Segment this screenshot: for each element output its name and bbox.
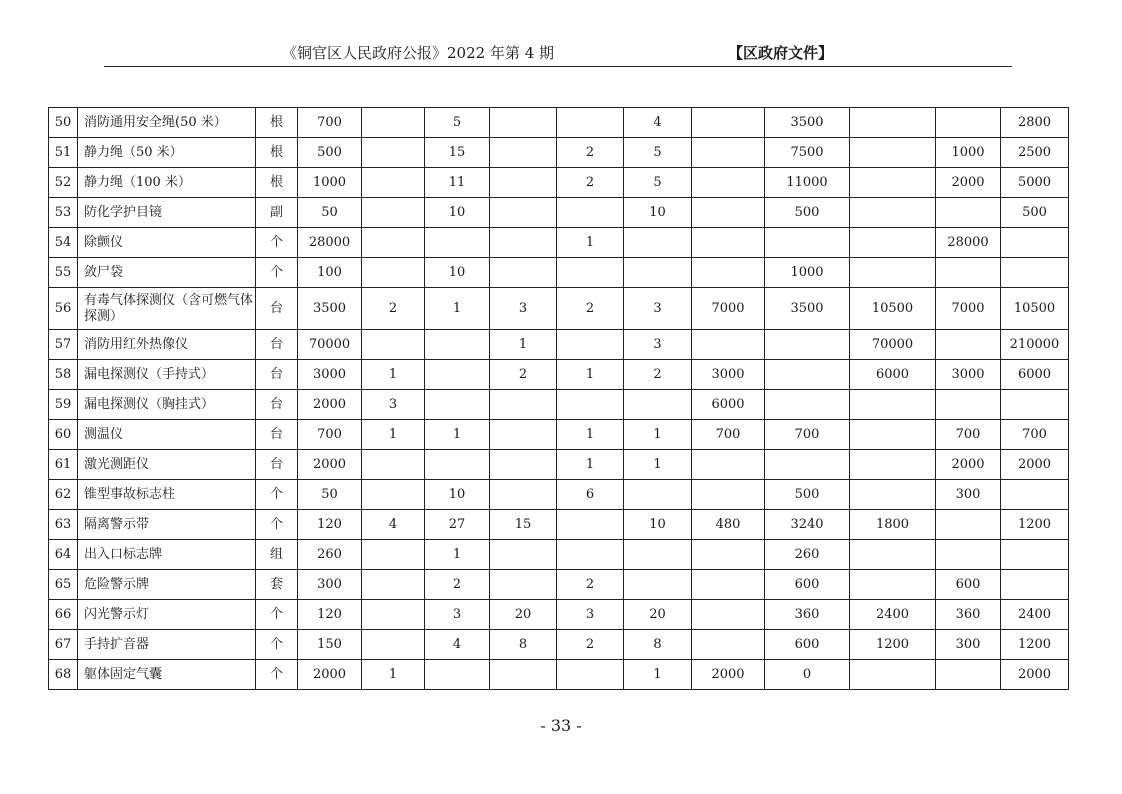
cell-qty-3	[490, 108, 557, 138]
cell-item-name: 敛尸袋	[78, 258, 256, 288]
cell-qty-4	[557, 510, 624, 540]
cell-item-name: 锥型事故标志柱	[78, 480, 256, 510]
cell-amount-1: 3000	[692, 360, 765, 390]
cell-qty-4: 3	[557, 600, 624, 630]
cell-amount-1: 480	[692, 510, 765, 540]
cell-amount-1	[692, 168, 765, 198]
cell-amount-4	[936, 390, 1001, 420]
cell-qty-5: 3	[624, 288, 692, 330]
cell-amount-4	[936, 510, 1001, 540]
cell-number: 58	[49, 360, 78, 390]
cell-amount-2: 3500	[765, 108, 850, 138]
cell-unit: 台	[256, 420, 298, 450]
cell-amount-2: 600	[765, 570, 850, 600]
table-row	[49, 360, 1069, 390]
cell-qty-1	[362, 600, 425, 630]
cell-qty-1	[362, 168, 425, 198]
cell-number: 59	[49, 390, 78, 420]
cell-qty-3	[490, 480, 557, 510]
cell-number: 51	[49, 138, 78, 168]
cell-amount-5: 2500	[1001, 138, 1069, 168]
cell-amount-1: 6000	[692, 390, 765, 420]
header-divider	[104, 66, 1012, 67]
cell-amount-5	[1001, 390, 1069, 420]
cell-amount-5: 210000	[1001, 330, 1069, 360]
table-row	[49, 330, 1069, 360]
cell-qty-1: 1	[362, 420, 425, 450]
cell-unit-price: 2000	[298, 660, 362, 690]
cell-qty-4: 1	[557, 450, 624, 480]
cell-amount-3: 2400	[850, 600, 936, 630]
cell-qty-1: 1	[362, 360, 425, 390]
cell-amount-2	[765, 360, 850, 390]
cell-amount-4: 2000	[936, 168, 1001, 198]
cell-amount-1	[692, 630, 765, 660]
cell-amount-1	[692, 540, 765, 570]
cell-unit-price: 150	[298, 630, 362, 660]
cell-number: 65	[49, 570, 78, 600]
bulletin-title: 《铜官区人民政府公报》2022 年第 4 期	[282, 44, 555, 62]
cell-amount-5: 1200	[1001, 630, 1069, 660]
cell-amount-5	[1001, 258, 1069, 288]
cell-amount-5: 2400	[1001, 600, 1069, 630]
cell-number: 53	[49, 198, 78, 228]
cell-amount-5	[1001, 480, 1069, 510]
cell-amount-1	[692, 600, 765, 630]
cell-qty-5: 1	[624, 660, 692, 690]
cell-qty-4: 1	[557, 228, 624, 258]
cell-unit: 根	[256, 168, 298, 198]
cell-amount-5	[1001, 570, 1069, 600]
cell-qty-2: 27	[425, 510, 490, 540]
cell-amount-3: 1200	[850, 630, 936, 660]
cell-number: 55	[49, 258, 78, 288]
cell-qty-4: 1	[557, 420, 624, 450]
cell-amount-3	[850, 480, 936, 510]
cell-amount-5: 2800	[1001, 108, 1069, 138]
cell-qty-1	[362, 228, 425, 258]
cell-qty-5: 10	[624, 510, 692, 540]
table-row	[49, 420, 1069, 450]
cell-amount-3	[850, 198, 936, 228]
cell-amount-4: 700	[936, 420, 1001, 450]
cell-item-name: 手持扩音器	[78, 630, 256, 660]
table-row	[49, 228, 1069, 258]
cell-qty-3	[490, 228, 557, 258]
cell-qty-5: 20	[624, 600, 692, 630]
cell-amount-3	[850, 570, 936, 600]
cell-unit: 个	[256, 660, 298, 690]
cell-qty-2: 5	[425, 108, 490, 138]
cell-item-name: 漏电探测仪（胸挂式）	[78, 390, 256, 420]
cell-unit: 台	[256, 450, 298, 480]
cell-amount-3: 6000	[850, 360, 936, 390]
cell-unit: 台	[256, 330, 298, 360]
cell-unit: 个	[256, 510, 298, 540]
cell-qty-4: 6	[557, 480, 624, 510]
cell-qty-1	[362, 330, 425, 360]
cell-qty-2	[425, 660, 490, 690]
cell-qty-1	[362, 450, 425, 480]
cell-qty-2: 4	[425, 630, 490, 660]
cell-qty-3: 8	[490, 630, 557, 660]
cell-amount-1: 7000	[692, 288, 765, 330]
table-row	[49, 138, 1069, 168]
cell-amount-5: 10500	[1001, 288, 1069, 330]
cell-amount-2	[765, 390, 850, 420]
cell-amount-2: 700	[765, 420, 850, 450]
cell-amount-1	[692, 108, 765, 138]
cell-amount-3	[850, 228, 936, 258]
cell-qty-2	[425, 330, 490, 360]
cell-qty-5	[624, 258, 692, 288]
cell-amount-5	[1001, 228, 1069, 258]
cell-qty-4	[557, 660, 624, 690]
section-label: 【区政府文件】	[728, 44, 834, 62]
cell-qty-3	[490, 450, 557, 480]
cell-amount-2: 360	[765, 600, 850, 630]
cell-qty-3	[490, 168, 557, 198]
cell-amount-1: 2000	[692, 660, 765, 690]
cell-amount-5: 2000	[1001, 450, 1069, 480]
cell-unit-price: 120	[298, 600, 362, 630]
cell-unit: 个	[256, 258, 298, 288]
cell-amount-2	[765, 450, 850, 480]
cell-amount-5: 500	[1001, 198, 1069, 228]
cell-number: 64	[49, 540, 78, 570]
cell-item-name: 静力绳（50 米）	[78, 138, 256, 168]
cell-unit: 副	[256, 198, 298, 228]
cell-qty-4: 2	[557, 288, 624, 330]
cell-qty-3	[490, 138, 557, 168]
table-row	[49, 108, 1069, 138]
cell-amount-1	[692, 330, 765, 360]
cell-qty-1: 2	[362, 288, 425, 330]
cell-unit-price: 70000	[298, 330, 362, 360]
cell-qty-3: 15	[490, 510, 557, 540]
cell-qty-4: 2	[557, 570, 624, 600]
cell-amount-4: 360	[936, 600, 1001, 630]
cell-item-name: 测温仪	[78, 420, 256, 450]
cell-qty-4	[557, 198, 624, 228]
cell-qty-2: 1	[425, 540, 490, 570]
cell-qty-5: 5	[624, 138, 692, 168]
cell-amount-2	[765, 228, 850, 258]
cell-qty-4: 2	[557, 168, 624, 198]
cell-unit-price: 700	[298, 108, 362, 138]
cell-qty-2: 10	[425, 258, 490, 288]
cell-amount-4	[936, 660, 1001, 690]
cell-amount-4: 2000	[936, 450, 1001, 480]
cell-item-name: 出入口标志牌	[78, 540, 256, 570]
cell-qty-5: 1	[624, 450, 692, 480]
cell-amount-4: 7000	[936, 288, 1001, 330]
cell-number: 56	[49, 288, 78, 330]
cell-unit: 个	[256, 480, 298, 510]
cell-amount-5: 2000	[1001, 660, 1069, 690]
cell-unit: 套	[256, 570, 298, 600]
cell-qty-1	[362, 540, 425, 570]
cell-amount-3	[850, 108, 936, 138]
cell-number: 61	[49, 450, 78, 480]
cell-amount-4: 3000	[936, 360, 1001, 390]
cell-qty-1	[362, 108, 425, 138]
cell-qty-1	[362, 480, 425, 510]
cell-qty-4	[557, 258, 624, 288]
cell-item-name: 有毒气体探测仪（含可燃气体探测）	[78, 288, 256, 330]
cell-amount-1	[692, 138, 765, 168]
cell-amount-3	[850, 660, 936, 690]
cell-qty-2: 2	[425, 570, 490, 600]
cell-amount-3	[850, 390, 936, 420]
cell-unit-price: 3500	[298, 288, 362, 330]
cell-qty-1	[362, 198, 425, 228]
cell-amount-2: 7500	[765, 138, 850, 168]
cell-item-name: 除颤仪	[78, 228, 256, 258]
cell-amount-3	[850, 540, 936, 570]
cell-amount-1	[692, 228, 765, 258]
cell-unit-price: 28000	[298, 228, 362, 258]
cell-qty-3: 3	[490, 288, 557, 330]
cell-qty-3	[490, 540, 557, 570]
cell-amount-4: 300	[936, 480, 1001, 510]
equipment-table	[48, 107, 1069, 690]
cell-amount-3: 70000	[850, 330, 936, 360]
cell-qty-4	[557, 390, 624, 420]
cell-qty-4: 2	[557, 138, 624, 168]
cell-qty-2: 3	[425, 600, 490, 630]
table-row	[49, 168, 1069, 198]
cell-amount-4	[936, 540, 1001, 570]
table-row	[49, 570, 1069, 600]
cell-item-name: 躯体固定气囊	[78, 660, 256, 690]
cell-unit: 组	[256, 540, 298, 570]
cell-unit: 台	[256, 390, 298, 420]
cell-amount-5: 5000	[1001, 168, 1069, 198]
cell-amount-3	[850, 168, 936, 198]
cell-amount-4: 600	[936, 570, 1001, 600]
cell-amount-2: 260	[765, 540, 850, 570]
cell-amount-1: 700	[692, 420, 765, 450]
cell-unit: 个	[256, 228, 298, 258]
cell-qty-2: 11	[425, 168, 490, 198]
table-row	[49, 198, 1069, 228]
table-row	[49, 600, 1069, 630]
cell-qty-5: 1	[624, 420, 692, 450]
cell-qty-4	[557, 330, 624, 360]
cell-number: 60	[49, 420, 78, 450]
cell-qty-3	[490, 198, 557, 228]
cell-number: 66	[49, 600, 78, 630]
cell-unit-price: 50	[298, 198, 362, 228]
cell-number: 54	[49, 228, 78, 258]
cell-qty-1	[362, 630, 425, 660]
cell-qty-5: 3	[624, 330, 692, 360]
cell-item-name: 隔离警示带	[78, 510, 256, 540]
cell-qty-2: 1	[425, 288, 490, 330]
cell-qty-2	[425, 228, 490, 258]
cell-unit-price: 120	[298, 510, 362, 540]
cell-item-name: 消防用红外热像仪	[78, 330, 256, 360]
cell-qty-5: 2	[624, 360, 692, 390]
cell-amount-2: 500	[765, 480, 850, 510]
cell-qty-4	[557, 540, 624, 570]
cell-qty-5	[624, 228, 692, 258]
cell-qty-2: 10	[425, 480, 490, 510]
cell-qty-3	[490, 570, 557, 600]
table-row	[49, 288, 1069, 330]
cell-number: 57	[49, 330, 78, 360]
cell-unit-price: 1000	[298, 168, 362, 198]
cell-qty-2: 15	[425, 138, 490, 168]
cell-amount-4	[936, 330, 1001, 360]
cell-amount-5	[1001, 540, 1069, 570]
cell-unit: 个	[256, 630, 298, 660]
cell-qty-5: 10	[624, 198, 692, 228]
page-number: - 33 -	[540, 716, 582, 735]
cell-amount-3	[850, 450, 936, 480]
cell-amount-1	[692, 480, 765, 510]
cell-unit: 个	[256, 600, 298, 630]
cell-amount-4: 28000	[936, 228, 1001, 258]
cell-item-name: 消防通用安全绳(50 米）	[78, 108, 256, 138]
cell-amount-1	[692, 258, 765, 288]
cell-amount-2: 0	[765, 660, 850, 690]
cell-qty-5	[624, 570, 692, 600]
cell-amount-2: 11000	[765, 168, 850, 198]
table-row	[49, 390, 1069, 420]
cell-unit: 根	[256, 108, 298, 138]
cell-qty-5	[624, 480, 692, 510]
cell-unit-price: 300	[298, 570, 362, 600]
cell-amount-2: 1000	[765, 258, 850, 288]
cell-item-name: 闪光警示灯	[78, 600, 256, 630]
cell-number: 50	[49, 108, 78, 138]
cell-amount-5: 700	[1001, 420, 1069, 450]
table-row	[49, 258, 1069, 288]
cell-unit-price: 500	[298, 138, 362, 168]
cell-item-name: 漏电探测仪（手持式）	[78, 360, 256, 390]
cell-qty-2	[425, 450, 490, 480]
cell-unit-price: 2000	[298, 450, 362, 480]
cell-qty-3: 2	[490, 360, 557, 390]
cell-qty-1	[362, 570, 425, 600]
cell-amount-2: 3500	[765, 288, 850, 330]
table-row	[49, 510, 1069, 540]
table-row	[49, 660, 1069, 690]
cell-amount-4: 300	[936, 630, 1001, 660]
cell-qty-5: 4	[624, 108, 692, 138]
cell-amount-1	[692, 198, 765, 228]
cell-qty-1: 4	[362, 510, 425, 540]
cell-item-name: 静力绳（100 米）	[78, 168, 256, 198]
cell-unit-price: 700	[298, 420, 362, 450]
cell-qty-3	[490, 258, 557, 288]
cell-qty-1	[362, 138, 425, 168]
cell-amount-3	[850, 138, 936, 168]
cell-unit-price: 2000	[298, 390, 362, 420]
cell-amount-4	[936, 108, 1001, 138]
cell-qty-1: 3	[362, 390, 425, 420]
cell-qty-5	[624, 390, 692, 420]
cell-amount-5: 1200	[1001, 510, 1069, 540]
cell-item-name: 激光测距仪	[78, 450, 256, 480]
cell-qty-3: 20	[490, 600, 557, 630]
table-row	[49, 450, 1069, 480]
cell-qty-4: 2	[557, 630, 624, 660]
cell-unit: 台	[256, 360, 298, 390]
cell-amount-4	[936, 258, 1001, 288]
cell-qty-3	[490, 660, 557, 690]
table-row	[49, 630, 1069, 660]
cell-amount-4: 1000	[936, 138, 1001, 168]
cell-amount-3	[850, 258, 936, 288]
cell-amount-3: 1800	[850, 510, 936, 540]
cell-amount-3	[850, 420, 936, 450]
cell-qty-3: 1	[490, 330, 557, 360]
cell-qty-3	[490, 420, 557, 450]
cell-number: 67	[49, 630, 78, 660]
cell-unit-price: 100	[298, 258, 362, 288]
cell-amount-5: 6000	[1001, 360, 1069, 390]
cell-qty-5	[624, 540, 692, 570]
cell-qty-5: 8	[624, 630, 692, 660]
cell-amount-1	[692, 450, 765, 480]
cell-unit-price: 50	[298, 480, 362, 510]
cell-unit-price: 3000	[298, 360, 362, 390]
cell-qty-2: 1	[425, 420, 490, 450]
cell-unit-price: 260	[298, 540, 362, 570]
cell-qty-2	[425, 390, 490, 420]
cell-qty-2: 10	[425, 198, 490, 228]
cell-number: 62	[49, 480, 78, 510]
cell-unit: 台	[256, 288, 298, 330]
cell-qty-2	[425, 360, 490, 390]
cell-amount-2: 600	[765, 630, 850, 660]
cell-qty-5: 5	[624, 168, 692, 198]
cell-amount-2	[765, 330, 850, 360]
cell-number: 63	[49, 510, 78, 540]
cell-qty-4	[557, 108, 624, 138]
cell-item-name: 防化学护目镜	[78, 198, 256, 228]
cell-qty-1	[362, 258, 425, 288]
cell-unit: 根	[256, 138, 298, 168]
cell-amount-1	[692, 570, 765, 600]
cell-item-name: 危险警示牌	[78, 570, 256, 600]
cell-number: 52	[49, 168, 78, 198]
cell-number: 68	[49, 660, 78, 690]
table-row	[49, 540, 1069, 570]
cell-amount-2: 500	[765, 198, 850, 228]
cell-qty-3	[490, 390, 557, 420]
cell-qty-4: 1	[557, 360, 624, 390]
cell-qty-1: 1	[362, 660, 425, 690]
cell-amount-3: 10500	[850, 288, 936, 330]
table-row	[49, 480, 1069, 510]
cell-amount-2: 3240	[765, 510, 850, 540]
table-body	[49, 108, 1069, 690]
cell-amount-4	[936, 198, 1001, 228]
